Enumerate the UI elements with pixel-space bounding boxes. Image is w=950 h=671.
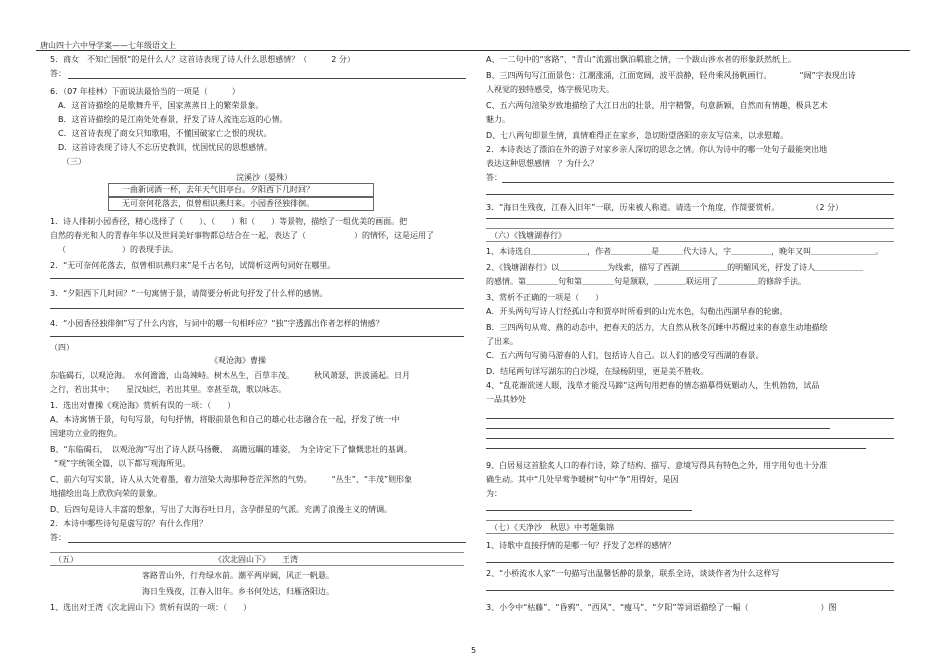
question-text: 4、“乱花渐欲迷人眼，浅草才能没马蹄”这两句用把春的情态描摹得妩媚动人，生机勃勃，试品 [486, 381, 820, 390]
poem-title: 《次北固山下》 王湾 [214, 555, 298, 564]
option-c: C．五六两句写骑马游春的人们，包括诗人自己。以人们的感受写西湖的春景。 [486, 351, 764, 360]
answer-line [486, 438, 894, 439]
option-text: 了出来。 [486, 337, 518, 346]
section-label: （四） [50, 343, 74, 352]
question-text: 1、诗歌中直接抒情的是哪一句？抒发了怎样的感情？ [486, 541, 676, 550]
question-text: 确生动。其中“几处早莺争暖树”句中“争”用得好，是因 [486, 475, 679, 484]
poem-line: 海日生残夜，江春入旧年。乡书何处达，归雁洛阳边。 [142, 587, 334, 596]
question-text: 1．选出对曹操《观沧海》赏析有误的一项：（ ） [50, 401, 236, 410]
answer-line [486, 510, 692, 511]
option-text: 地描绘出岛上欣欣向荣的景象。 [50, 489, 162, 498]
option-c: C．这首诗表现了商女只知歌唱，不懂国破家亡之恨的现状。 [58, 129, 272, 138]
option-text: 国建功立业的抱负。 [50, 429, 122, 438]
question-text: 2、《钱塘湖春行》以＿＿＿＿＿＿为线索，描写了西湖＿＿＿＿＿＿的明媚风光，抒发了诗人＿＿＿＿＿＿ [486, 263, 864, 272]
answer-label: 答： [50, 533, 66, 542]
option-text: 魅力。 [486, 115, 510, 124]
option-d: D．这首诗表现了诗人不忘历史教训，忧国忧民的思想感情。 [58, 143, 273, 152]
section-label: （六）《钱塘湖春行》 [490, 231, 566, 240]
poem-line: 之行，若出其中； 星汉灿烂，若出其里。幸甚至哉，歌以咏志。 [50, 385, 286, 394]
option-b: B、“东临碣石， 以观沧海”写出了诗人跃马扬鞭、 高瞻远瞩的雄姿， 为全诗定下了慷慨悲壮的基调。 [50, 445, 412, 454]
option-a: A、一二句中的“客路”、“青山”流露出飘泊羁旅之情，一个跋山涉水者的形象跃然纸上。 [486, 55, 797, 64]
answer-line [486, 562, 894, 563]
answer-line [486, 428, 830, 429]
poem-line: 东临碣石，以观沧海。 水何澹澹，山岛竦峙。树木丛生，百草丰茂。 秋风萧瑟，洪波涌起。日月 [50, 371, 410, 380]
option-a: A、本诗寓情于景，句句写景，句句抒情，将眼前景色和自己的雄心壮志融合在一起，抒发了统一中 [50, 415, 400, 424]
section-label: （五） [54, 555, 78, 564]
answer-line [486, 590, 894, 591]
page-number: 5 [471, 646, 477, 655]
option-d: D、七八两句即景生情，真情难得正在家乡，急切盼望洛阳的亲友写信来，以求慰藉。 [486, 131, 789, 140]
answer-line [486, 418, 894, 419]
question-text: 的感情。第＿＿＿＿句和第＿＿＿＿句是颔联，＿＿＿＿联运用了＿＿＿＿＿的修辞手法。 [486, 277, 806, 286]
option-text: “观”字统领全篇，以下都写观海所见。 [54, 459, 191, 468]
page-header: 唐山四十六中导学案——七年级语文上 [40, 41, 176, 50]
option-c: C、五六两句渲染岁致地描绘了大江日出的壮景，用字精警，句意新颖，自然而有情趣，极具艺术 [486, 101, 828, 110]
answer-line [50, 336, 464, 337]
question-text: 3．“海日生残夜，江春入旧年”一联，历来被人称道。请选一个角度，作简要赏析。 （2 分） [486, 203, 844, 212]
option-a: A．这首诗描绘的是歌舞升平，国家蒸蒸日上的繁荣景象。 [58, 101, 264, 110]
section-label: （七）《天净沙 秋思》中考题集锦 [490, 523, 614, 532]
option-a: A．开头两句写诗人行经孤山寺和贾亭时所看到的山光水色，勾勒出西湖早春的轮廓。 [486, 307, 788, 316]
answer-line [486, 448, 866, 449]
header-rule [36, 50, 910, 51]
question-text: 3．“夕阳西下几时回？”一句寓情于景，请简要分析此句抒发了什么样的感情。 [50, 289, 328, 298]
section-label: （三） [62, 157, 86, 166]
question-text: 2、“小桥流水人家”一句描写出温馨恬静的景象，联系全诗，谈谈作者为什么这样写 [486, 569, 780, 578]
answer-label: 为： [486, 489, 502, 498]
question-text: 2．本诗表达了漂泊在外的游子对家乡亲人深切的思念之情。你认为诗中的哪一处句子最能突出地 [486, 145, 828, 154]
question-text: 3、小令中“枯藤”、“昏鸦”、“西风”、“瘦马”、“夕阳”等词语描绘了一幅（ ）图 [486, 603, 837, 612]
answer-line [50, 308, 464, 309]
question-text: 5．商女 不知亡国恨”的是什么人？这首诗表现了诗人什么思想感情？（ 2 分） [50, 55, 355, 64]
option-d: D、后四句是诗人丰富的想象，写出了大海吞吐日月，含孕群星的气派。充满了浪漫主义的情调。 [50, 505, 393, 514]
answer-label: 答： [50, 69, 66, 78]
question-text: 自然的春光和人的青春年华以及世间美好事物都总结合在一起，表达了（ ）的情怀，这是运用了 [50, 231, 434, 240]
question-text: 4．“小园香径独徘徊”写了什么内容，与词中的哪一句相呼应？“独”字透露出作者怎样的情感？ [50, 319, 384, 328]
question-text: 1．诗人排制小园香径，精心选择了（ ）、（ ）和（ ）等景物，描绘了一组优美的画面。把 [50, 217, 408, 226]
poem-title: 《观沧海》曹操 [210, 356, 266, 365]
question-text: 2．“无可奈何花落去，似曾相识燕归来”是千古名句，试简析这两句词好在哪里。 [50, 261, 336, 270]
poem-line: 一曲新词酒一杯，去年天气旧亭台。夕阳西下几时回？ [122, 185, 314, 194]
question-text: 表达这种思想感情 ？为什么？ [486, 159, 598, 168]
option-b: B．这首诗描绘的是江南处处春景，抒发了诗人流连忘返的心情。 [58, 115, 288, 124]
answer-line [68, 78, 466, 79]
option-b: B、三四两句写江面景色：江潮涨涌，江面宽阔，波平浪静，轻舟乘风扬帆画行。 “阔”字表现出诗 [486, 71, 856, 80]
option-b: B．三四两句从莺、燕的动态中，把春天的活力，大自然从秋冬沉睡中苏醒过来的春意生动地描绘 [486, 323, 828, 332]
question-text: 一品其妙处 [486, 395, 526, 404]
question-text: 1、本诗选自＿＿＿＿＿＿＿，作者＿＿＿＿＿是＿＿＿代大诗人，字＿＿＿＿＿，晚年又叫＿＿＿＿＿＿＿＿。 [486, 247, 884, 256]
option-d: D．结尾两句详写湖东的白沙堤，在绿杨阴里，更是美不胜收。 [486, 367, 709, 376]
question-text: 6．（07 年桂林）下面说法最恰当的一项是（ ） [50, 87, 240, 96]
poem-title: 浣溪沙（晏殊） [236, 173, 292, 182]
answer-label: 答： [486, 173, 502, 182]
question-text: 3、赏析不正确的一项是（ ） [486, 293, 604, 302]
question-text: 9、白居易这首脍炙人口的春行诗，除了结构、描写、意境写得具有特色之外，用字用句也十分准 [486, 461, 828, 470]
answer-line [50, 278, 464, 279]
answer-line [486, 218, 894, 219]
answer-line [486, 194, 894, 195]
poem-line: 无可奈何花落去，似曾相识燕归来。小园香径独徘徊。 [122, 199, 314, 208]
answer-line [68, 542, 466, 543]
question-text: 2．本诗中哪些诗句是虚写的？有什么作用？ [50, 519, 208, 528]
question-text: 1、选出对王湾《次北固山下》赏析有误的一项：（ ） [50, 603, 252, 612]
poem-line: 客路青山外，行舟绿水前。潮平两岸阔，风正一帆悬。 [142, 571, 334, 580]
answer-line [502, 182, 894, 183]
option-text: 人视觉的独特感受，炼字极见功夫。 [486, 85, 614, 94]
question-text: （ ）的表现手法。 [58, 245, 178, 254]
option-c: C、前六句写实景，诗人从大处着墨，着力渲染大海那种苍茫浑然的气势。 “丛生”、“丰茂”则形象 [50, 475, 413, 484]
